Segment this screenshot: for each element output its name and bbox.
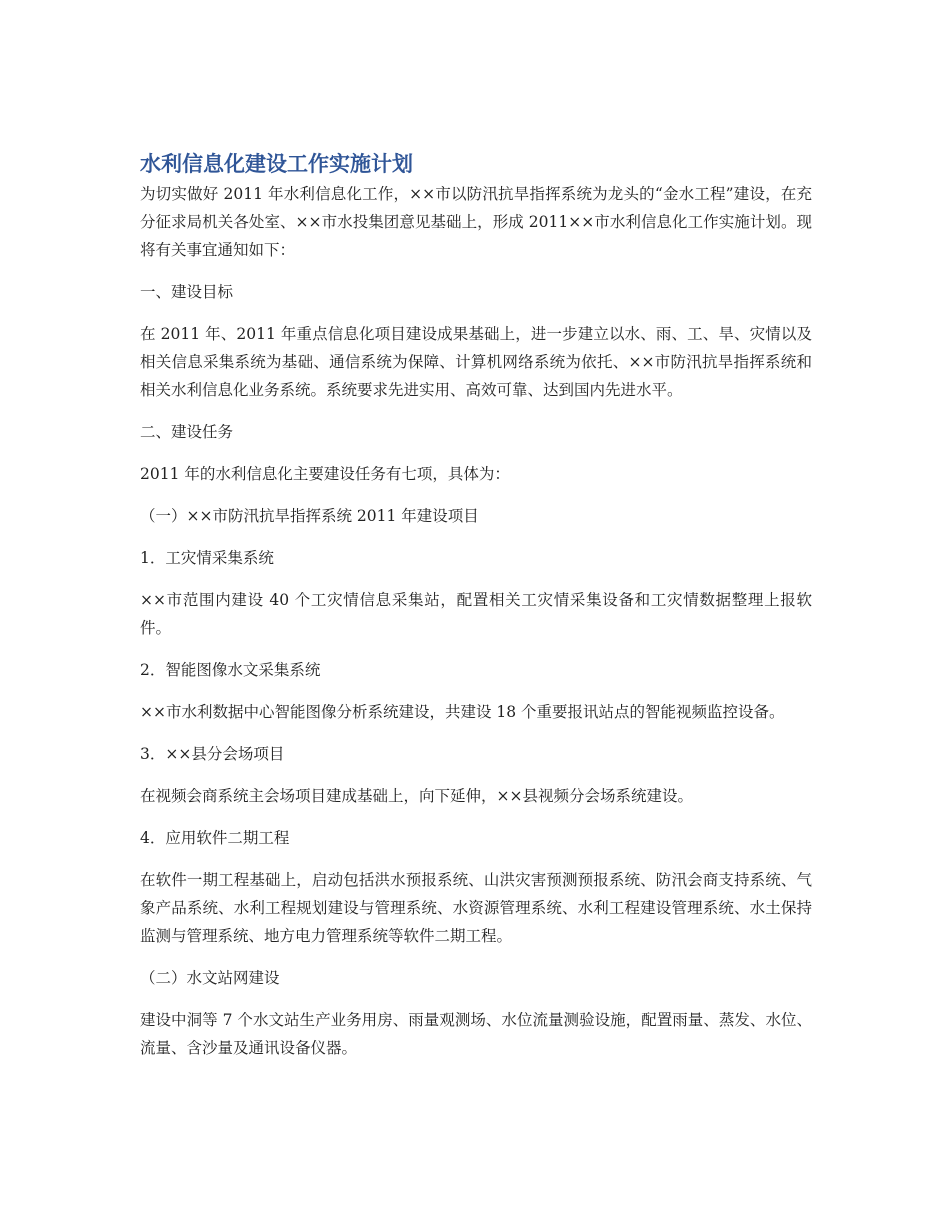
- section2-intro: 2011 年的水利信息化主要建设任务有七项，具体为：: [140, 465, 510, 483]
- subsection2-heading: （二）水文站网建设: [140, 969, 280, 987]
- section1-heading: 一、建设目标: [140, 283, 234, 301]
- intro-paragraph: 为切实做好 2011 年水利信息化工作，××市以防汛抗旱指挥系统为龙头的“金水工程”建设，在充分征求局机关各处室、××市水投集团意见基础上，形成 2011××市水利信息化工作实施计划。现将有关事宜通知如下：: [140, 185, 812, 259]
- subsection2-body: 建设中洞等 7 个水文站生产业务用房、雨量观测场、水位流量测验设施，配置雨量、蒸发、水位、流量、含沙量及通讯设备仪器。: [140, 1011, 812, 1057]
- subsection1-heading: （一）××市防汛抗旱指挥系统 2011 年建设项目: [140, 507, 479, 525]
- item1-body: ××市范围内建设 40 个工灾情信息采集站，配置相关工灾情采集设备和工灾情数据整理上报软件。: [140, 591, 812, 637]
- document-title: 水利信息化建设工作实施计划: [140, 152, 413, 176]
- item3-heading: 3．××县分会场项目: [140, 745, 285, 763]
- item4-body: 在软件一期工程基础上，启动包括洪水预报系统、山洪灾害预测预报系统、防汛会商支持系统、气象产品系统、水利工程规划建设与管理系统、水资源管理系统、水利工程建设管理系统、水土保持监测与管理系统、地方电力管理系统等软件二期工程。: [140, 871, 812, 945]
- item1-heading: 1．工灾情采集系统: [140, 549, 274, 567]
- item4-heading: 4．应用软件二期工程: [140, 829, 290, 847]
- document-page: [140, 150, 812, 1076]
- section2-heading: 二、建设任务: [140, 423, 234, 441]
- item3-body: 在视频会商系统主会场项目建成基础上，向下延伸，××县视频分会场系统建设。: [140, 787, 693, 805]
- section1-body: 在 2011 年、2011 年重点信息化项目建设成果基础上，进一步建立以水、雨、工、旱、灾情以及相关信息采集系统为基础、通信系统为保障、计算机网络系统为依托、××市防汛抗旱指挥系统和相关水利信息化业务系统。系统要求先进实用、高效可靠、达到国内先进水平。: [140, 325, 812, 399]
- item2-heading: 2．智能图像水文采集系统: [140, 661, 321, 679]
- item2-body: ××市水利数据中心智能图像分析系统建设，共建设 18 个重要报讯站点的智能视频监控设备。: [140, 703, 785, 721]
